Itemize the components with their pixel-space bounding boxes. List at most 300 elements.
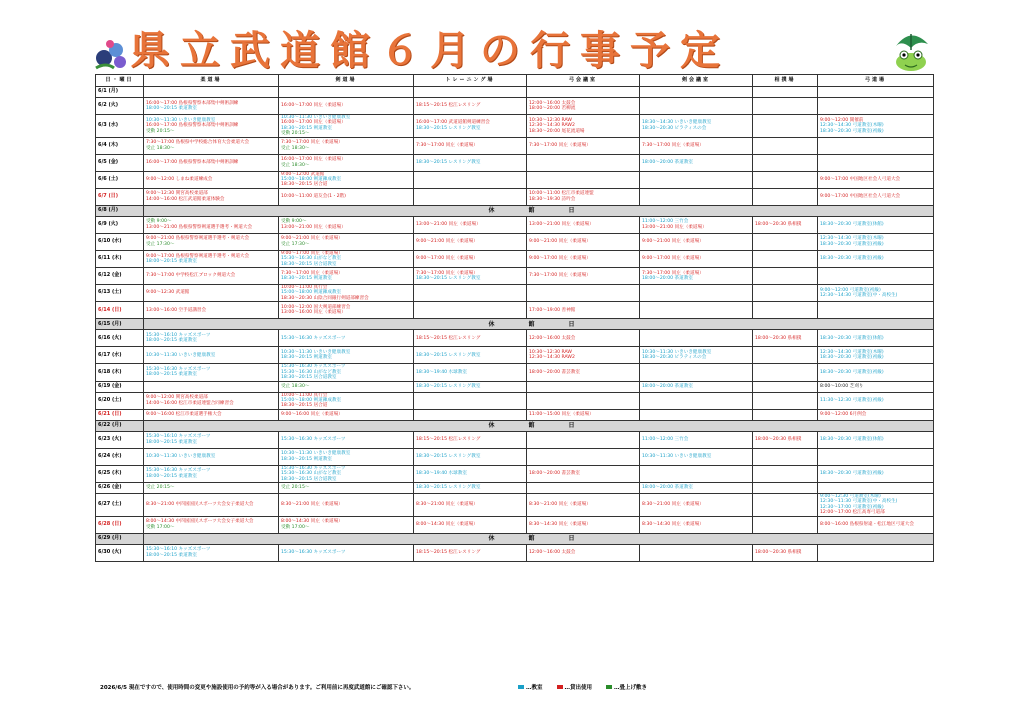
event-entry: 15:30〜16:30 キッズスポーツ <box>281 437 346 443</box>
schedule-cell <box>414 330 527 347</box>
schedule-cell <box>818 516 934 533</box>
event-entry: 9:00〜12:00 関宮高校柔道部 <box>146 395 208 401</box>
event-entry: 10:30〜11:30 いきいき健康教室 <box>642 349 712 355</box>
schedule-cell <box>279 233 414 250</box>
schedule-cell <box>640 431 753 448</box>
date-cell: 6/4 (木) <box>96 137 144 154</box>
schedule-cell <box>818 137 934 154</box>
schedule-cell <box>753 87 818 98</box>
date-cell: 6/27 (土) <box>96 493 144 516</box>
schedule-cell <box>753 98 818 115</box>
event-entry: 受止 17:30〜 <box>281 241 310 247</box>
date-cell: 6/7 (日) <box>96 188 144 205</box>
event-entry: 12:00〜16:00 太鼓会 <box>529 100 576 106</box>
event-entry: 8:00〜10:00 芝刈り <box>820 383 864 389</box>
schedule-cell <box>279 364 414 381</box>
schedule-cell <box>818 250 934 267</box>
schedule-cell <box>279 482 414 493</box>
schedule-cell <box>144 233 279 250</box>
event-entry: 18:00〜20:00 茶道教室 <box>642 485 693 491</box>
legend-swatch-mat <box>606 685 612 689</box>
header-training-room: トレーニング場 <box>414 75 527 87</box>
schedule-cell <box>753 392 818 409</box>
schedule-cell <box>279 493 414 516</box>
schedule-cell <box>279 154 414 171</box>
schedule-cell <box>414 216 527 233</box>
schedule-cell <box>279 544 414 561</box>
schedule-cell <box>527 87 640 98</box>
event-entry: 8:30〜21:00 同左（柔道場） <box>529 502 591 508</box>
schedule-cell <box>414 544 527 561</box>
schedule-cell <box>818 465 934 482</box>
event-entry: 18:00〜20:00 茶道教室 <box>642 276 693 282</box>
event-entry: 10:30〜11:30 いきいき健康教室 <box>146 117 216 123</box>
event-entry: 14:00〜16:00 松江市柔道連盟合同練習会 <box>146 400 234 406</box>
date-cell: 6/1 (月) <box>96 87 144 98</box>
schedule-cell <box>527 482 640 493</box>
event-entry: 18:30〜20:15 レスリング教室 <box>416 383 481 389</box>
event-entry: 15:30〜16:30 山がなど教室 <box>281 369 342 375</box>
header-row <box>96 75 934 87</box>
schedule-cell <box>279 431 414 448</box>
event-entry: 18:30〜20:30 弓道教室(初級) <box>820 369 884 375</box>
event-entry: 18:30〜20:30 弓道教室(初級) <box>820 471 884 477</box>
event-entry: 18:15〜20:15 松江レスリング <box>416 103 481 109</box>
event-entry: 15:30〜16:30 キッズスポーツ <box>281 364 346 370</box>
event-entry: 18:30〜20:30 弓道教室(初級) <box>820 128 884 134</box>
event-entry: 18:00〜20:00 茶道教室 <box>642 383 693 389</box>
event-entry: 9:00〜12:00 武道館 <box>281 171 325 177</box>
schedule-cell <box>414 448 527 465</box>
date-cell: 6/14 (日) <box>96 302 144 319</box>
event-entry: 受動 17:00〜 <box>146 524 175 530</box>
schedule-cell <box>279 137 414 154</box>
schedule-cell <box>527 233 640 250</box>
schedule-row <box>96 392 934 409</box>
schedule-cell <box>144 516 279 533</box>
schedule-cell <box>144 154 279 171</box>
schedule-cell <box>414 285 527 302</box>
date-cell: 6/12 (金) <box>96 268 144 285</box>
event-entry: 受動 9:00〜 <box>281 219 307 225</box>
event-entry: 12:30〜11:30 弓道教室(中・高校生) <box>820 499 898 505</box>
header-kendo-hall: 剣道場 <box>279 75 414 87</box>
event-entry: 9:00〜16:00 松江市柔道選手権大会 <box>146 412 222 418</box>
event-entry: 18:30〜20:15 剣道教室 <box>281 125 332 131</box>
schedule-cell <box>818 302 934 319</box>
schedule-cell <box>279 409 414 420</box>
schedule-row <box>96 493 934 516</box>
event-entry: 10:00〜11:00 道友会(1・2階) <box>281 194 346 200</box>
schedule-cell <box>527 302 640 319</box>
event-entry: 12:30〜14:30 弓道教室(木曜) <box>820 236 884 242</box>
schedule-cell <box>279 516 414 533</box>
schedule-cell <box>414 137 527 154</box>
schedule-cell <box>818 409 934 420</box>
event-entry: 7:30〜17:00 同左（柔道場） <box>529 273 591 279</box>
event-entry: 15:30〜16:10 キッズスポーツ <box>146 434 211 440</box>
event-entry: 18:30〜20:30 ピラティスの会 <box>642 125 707 131</box>
header-archery-range: 弓道場 <box>818 75 934 87</box>
date-cell: 6/24 (水) <box>96 448 144 465</box>
schedule-cell <box>414 188 527 205</box>
schedule-row <box>96 516 934 533</box>
event-entry: 12:00〜16:00 太鼓会 <box>529 335 576 341</box>
event-entry: 8:30〜21:00 同左（柔道場） <box>416 502 478 508</box>
schedule-cell <box>527 465 640 482</box>
schedule-cell <box>753 330 818 347</box>
event-entry: 9:00〜17:00 中国地区社会人弓道大会 <box>820 194 901 200</box>
event-entry: 受止 20:15〜 <box>146 485 175 491</box>
event-entry: 18:00〜20:15 柔道教室 <box>146 473 197 479</box>
schedule-cell <box>279 98 414 115</box>
event-entry: 12:30〜14:30 RAW2 <box>529 123 575 129</box>
date-cell: 6/26 (金) <box>96 482 144 493</box>
schedule-cell <box>818 392 934 409</box>
schedule-row <box>96 448 934 465</box>
schedule-cell <box>640 137 753 154</box>
schedule-row <box>96 330 934 347</box>
schedule-cell <box>640 482 753 493</box>
event-entry: 8:30〜14:30 同左（柔道場） <box>642 521 704 527</box>
event-entry: 18:00〜20:15 柔道教室 <box>146 338 197 344</box>
schedule-cell <box>818 448 934 465</box>
event-entry: 8:30〜14:30 同左（柔道場） <box>529 521 591 527</box>
event-entry: 15:00〜18:00 剣道錬成教室 <box>281 177 342 183</box>
schedule-cell <box>640 233 753 250</box>
event-entry: 10:00〜11:00 真行会 <box>281 285 328 291</box>
schedule-cell <box>414 516 527 533</box>
header-sumo-ring: 相撲場 <box>753 75 818 87</box>
date-cell: 6/2 (火) <box>96 98 144 115</box>
event-entry: 12:30〜17:00 弓道教室(初級) <box>820 504 884 510</box>
event-entry: 18:15〜20:15 松江レスリング <box>416 335 481 341</box>
schedule-cell <box>414 250 527 267</box>
event-entry: 8:00〜16:00 島根県射遠・松江地区弓道大会 <box>820 521 914 527</box>
date-cell: 6/18 (木) <box>96 364 144 381</box>
schedule-cell <box>527 409 640 420</box>
schedule-row <box>96 250 934 267</box>
closed-row <box>96 205 934 216</box>
event-entry: 受止 18:30〜 <box>281 162 310 168</box>
event-entry: 18:00〜20:15 柔道教室 <box>146 372 197 378</box>
schedule-cell <box>753 493 818 516</box>
schedule-cell <box>527 98 640 115</box>
schedule-cell <box>279 250 414 267</box>
schedule-cell <box>414 347 527 364</box>
schedule-cell <box>527 448 640 465</box>
schedule-cell <box>527 347 640 364</box>
event-entry: 18:00〜20:30 県相撲 <box>755 222 802 228</box>
footer-note: 2026/6/5 現在ですので、使用時間の変更や施設使用の予約等が入る場合があります。ご利用前に再度武道館にご確認下さい。 <box>100 685 415 691</box>
schedule-cell <box>527 516 640 533</box>
schedule-row <box>96 302 934 319</box>
schedule-cell <box>527 392 640 409</box>
event-entry: 10:30〜11:30 いきいき健康教室 <box>642 454 712 460</box>
schedule-row <box>96 381 934 392</box>
date-cell: 6/21 (日) <box>96 409 144 420</box>
schedule-cell <box>818 268 934 285</box>
schedule-cell <box>818 98 934 115</box>
legend-item-rental: …貸出使用 <box>557 683 593 691</box>
schedule-cell <box>144 392 279 409</box>
event-entry: 8:00〜14:30 同左（柔道場） <box>281 519 343 525</box>
schedule-cell <box>414 98 527 115</box>
event-entry: 18:30〜20:15 居合道 <box>281 182 328 188</box>
schedule-cell <box>818 381 934 392</box>
schedule-cell <box>753 465 818 482</box>
event-entry: 9:00〜21:00 島根県警察剣道選手選考・剣道大会 <box>146 236 250 242</box>
schedule-cell <box>144 330 279 347</box>
schedule-cell <box>640 154 753 171</box>
schedule-cell <box>640 268 753 285</box>
schedule-cell <box>414 392 527 409</box>
schedule-cell <box>818 482 934 493</box>
schedule-row <box>96 154 934 171</box>
event-entry: 9:00〜12:00 しまね柔道練成会 <box>146 177 213 183</box>
event-entry: 16:00〜17:00 同左（柔道場） <box>281 120 346 126</box>
schedule-cell <box>753 544 818 561</box>
schedule-cell <box>753 137 818 154</box>
event-entry: 17:00〜19:00 善神館 <box>529 307 576 313</box>
legend-swatch-rental <box>557 685 563 689</box>
event-entry: 9:00〜17:00 同左（柔道場） <box>642 256 704 262</box>
event-entry: 受止 18:30〜 <box>281 145 310 151</box>
schedule-cell <box>279 448 414 465</box>
schedule-cell <box>279 465 414 482</box>
schedule-cell <box>818 115 934 138</box>
schedule-cell <box>279 381 414 392</box>
legend-item-class: …教室 <box>518 683 543 691</box>
schedule-cell <box>753 448 818 465</box>
event-entry: 15:30〜16:30 キッズスポーツ <box>146 468 211 474</box>
event-entry: 15:30〜16:30 キッズスポーツ <box>281 335 346 341</box>
schedule-cell <box>753 347 818 364</box>
schedule-cell <box>527 285 640 302</box>
event-entry: 9:00〜17:00 島根県警察剣道選手選考・剣道大会 <box>146 253 250 259</box>
event-entry: 7:30〜17:00 同左（柔道場） <box>416 142 478 148</box>
event-entry: 18:30〜20:30 弓道教室(初級) <box>820 241 884 247</box>
schedule-row <box>96 285 934 302</box>
schedule-cell <box>753 154 818 171</box>
date-cell: 6/29 (月) <box>96 533 144 544</box>
event-entry: 18:30〜20:15 剣道教室 <box>281 456 332 462</box>
event-entry: 9:00〜12:30 武道館 <box>146 290 190 296</box>
schedule-cell <box>640 544 753 561</box>
event-entry: 9:00〜17:00 中国地区社会人弓道大会 <box>820 177 901 183</box>
schedule-cell <box>144 409 279 420</box>
schedule-cell <box>818 285 934 302</box>
schedule-cell <box>640 409 753 420</box>
schedule-row <box>96 268 934 285</box>
event-entry: 9:00〜12:30 弓道教室(木曜) <box>820 493 881 499</box>
legend-item-mat: …畳上げ敷き <box>606 683 647 691</box>
event-entry: 10:00〜12:00 国大剣道部練習会 <box>281 304 351 310</box>
schedule-cell <box>527 115 640 138</box>
event-entry: 18:00〜20:00 茶道教室 <box>642 159 693 165</box>
schedule-cell <box>527 268 640 285</box>
schedule-cell <box>640 171 753 188</box>
schedule-cell <box>640 347 753 364</box>
schedule-cell <box>279 188 414 205</box>
event-entry: 9:00〜21:00 同左（柔道場） <box>281 236 343 242</box>
event-entry: 10:30〜11:30 いきいき健康教室 <box>146 454 216 460</box>
event-entry: 8:30〜21:00 中四国国民スポーツ大会女子柔道大会 <box>146 502 254 508</box>
event-entry: 18:30〜20:15 レスリング教室 <box>416 352 481 358</box>
date-cell: 6/8 (月) <box>96 205 144 216</box>
event-entry: 7:30〜17:00 同左（柔道場） <box>642 270 704 276</box>
event-entry: 12:00〜16:00 太鼓会 <box>529 549 576 555</box>
event-entry: 9:00〜12:00 開催前 <box>820 117 864 123</box>
event-entry: 18:30〜20:00 尾花流道場 <box>529 128 585 134</box>
schedule-cell <box>414 171 527 188</box>
schedule-row <box>96 216 934 233</box>
event-entry: 18:30〜14:30 いきいき健康教室 <box>642 120 712 126</box>
schedule-cell <box>414 115 527 138</box>
schedule-cell <box>753 285 818 302</box>
date-cell: 6/23 (火) <box>96 431 144 448</box>
event-entry: 9:00〜12:00 弓道教室(初級) <box>820 287 881 293</box>
schedule-cell <box>818 216 934 233</box>
schedule-cell <box>640 381 753 392</box>
schedule-row <box>96 431 934 448</box>
event-entry: 15:30〜16:30 キッズスポーツ <box>281 549 346 555</box>
event-entry: 18:30〜20:30 弓道教室(休館) <box>820 335 884 341</box>
event-entry: 9:00〜17:00 同左（柔道場） <box>281 250 343 256</box>
schedule-row <box>96 544 934 561</box>
event-entry: 8:30〜21:00 同左（柔道場） <box>642 502 704 508</box>
schedule-cell <box>818 347 934 364</box>
schedule-cell <box>414 493 527 516</box>
date-cell: 6/6 (土) <box>96 171 144 188</box>
event-entry: 18:30〜20:15 レスリング教室 <box>416 276 481 282</box>
schedule-cell <box>753 381 818 392</box>
event-entry: 10:00〜11:00 松江市柔道連盟 <box>529 191 594 197</box>
schedule-row <box>96 233 934 250</box>
date-cell: 6/19 (金) <box>96 381 144 392</box>
date-cell: 6/16 (火) <box>96 330 144 347</box>
schedule-cell <box>144 115 279 138</box>
date-cell: 6/13 (土) <box>96 285 144 302</box>
event-entry: 12:30〜14:30 弓道教室(木曜) <box>820 349 884 355</box>
closed-label: 休 館 日 <box>144 420 934 431</box>
schedule-cell <box>527 330 640 347</box>
schedule-cell <box>753 188 818 205</box>
event-entry: 受止 20:15〜 <box>281 485 310 491</box>
event-entry: 受動 20:15〜 <box>281 131 310 137</box>
event-entry: 18:30〜20:30 弓道教室(休館) <box>820 437 884 443</box>
event-entry: 18:15〜20:15 松江レスリング <box>416 437 481 443</box>
event-entry: 12:30〜14:30 弓道教室(木曜) <box>820 123 884 129</box>
schedule-cell <box>753 233 818 250</box>
schedule-cell <box>753 482 818 493</box>
schedule-cell <box>640 364 753 381</box>
event-entry: 18:30〜19:40 水球教室 <box>416 471 467 477</box>
event-entry: 15:30〜16:30 キッズスポーツ <box>281 465 346 471</box>
event-entry: 18:00〜20:00 書芸教室 <box>529 471 580 477</box>
schedule-row <box>96 364 934 381</box>
event-entry: 18:30〜20:15 居合道教室 <box>281 375 337 381</box>
schedule-cell <box>144 381 279 392</box>
schedule-cell <box>640 516 753 533</box>
date-cell: 6/11 (木) <box>96 250 144 267</box>
schedule-cell <box>144 448 279 465</box>
event-entry: 18:00〜20:00 書芸教室 <box>529 369 580 375</box>
event-entry: 受動 17:00〜 <box>281 524 310 530</box>
event-entry: 15:30〜16:10 キッズスポーツ <box>146 332 211 338</box>
event-entry: 7:30〜17:00 島根県中学校総合体育大会柔道大会 <box>146 140 250 146</box>
schedule-cell <box>144 268 279 285</box>
schedule-cell <box>144 98 279 115</box>
schedule-cell <box>527 250 640 267</box>
event-entry: 8:30〜21:00 同左（柔道場） <box>281 502 343 508</box>
event-entry: 18:30〜20:30 山陰合同銀行剣道部練習会 <box>281 295 369 301</box>
event-entry: 9:00〜12:00 6月例会 <box>820 412 867 418</box>
event-entry: 10:30〜12:30 RAW <box>529 349 572 355</box>
event-entry: 18:30〜20:15 居合道教室 <box>281 476 337 482</box>
date-cell: 6/3 (水) <box>96 115 144 138</box>
schedule-cell <box>279 285 414 302</box>
schedule-cell <box>818 154 934 171</box>
schedule-cell <box>640 285 753 302</box>
event-entry: 18:00〜20:30 県相撲 <box>755 335 802 341</box>
legend <box>518 683 647 691</box>
schedule-cell <box>753 171 818 188</box>
schedule-cell <box>414 482 527 493</box>
schedule-cell <box>640 87 753 98</box>
schedule-cell <box>640 448 753 465</box>
schedule-cell <box>279 87 414 98</box>
schedule-table <box>95 74 934 562</box>
schedule-cell <box>818 493 934 516</box>
event-entry: 13:00〜21:00 島根県警察剣道選手選考・剣道大会 <box>146 224 253 230</box>
event-entry: 9:00〜21:00 同左（柔道場） <box>416 239 478 245</box>
event-entry: 16:00〜17:00 武道道館剣道練習会 <box>416 120 490 126</box>
schedule-cell <box>144 188 279 205</box>
event-entry: 15:30〜16:10 キッズスポーツ <box>146 547 211 553</box>
schedule-cell <box>144 431 279 448</box>
schedule-cell <box>640 493 753 516</box>
event-entry: 10:30〜12:30 RAW <box>529 117 572 123</box>
schedule-row <box>96 188 934 205</box>
schedule-cell <box>279 216 414 233</box>
event-entry: 16:00〜17:00 島根県警察本部集中剣術訓練 <box>146 100 239 106</box>
event-entry: 8:00〜14:30 同左（柔道場） <box>416 521 478 527</box>
event-entry: 16:00〜17:00 同左（柔道場） <box>281 103 346 109</box>
event-entry: 受止 17:30〜 <box>146 241 175 247</box>
schedule-cell <box>144 482 279 493</box>
event-entry: 7:30〜17:00 同左（柔道場） <box>529 142 591 148</box>
schedule-cell <box>144 171 279 188</box>
schedule-cell <box>144 347 279 364</box>
schedule-cell <box>414 364 527 381</box>
schedule-cell <box>753 216 818 233</box>
event-entry: 18:30〜20:30 ピラティスの会 <box>642 355 707 361</box>
schedule-cell <box>527 493 640 516</box>
header-judo-hall: 柔道場 <box>144 75 279 87</box>
event-entry: 18:30〜20:30 弓道教室(初級) <box>820 256 884 262</box>
closed-row <box>96 420 934 431</box>
schedule-cell <box>144 216 279 233</box>
event-entry: 9:00〜21:00 同左（柔道場） <box>529 239 591 245</box>
schedule-cell <box>144 465 279 482</box>
event-entry: 9:00〜16:00 同左（柔道場） <box>281 412 343 418</box>
date-cell: 6/10 (水) <box>96 233 144 250</box>
schedule-cell <box>527 431 640 448</box>
schedule-cell <box>527 381 640 392</box>
schedule-cell <box>144 137 279 154</box>
schedule-row <box>96 87 934 98</box>
